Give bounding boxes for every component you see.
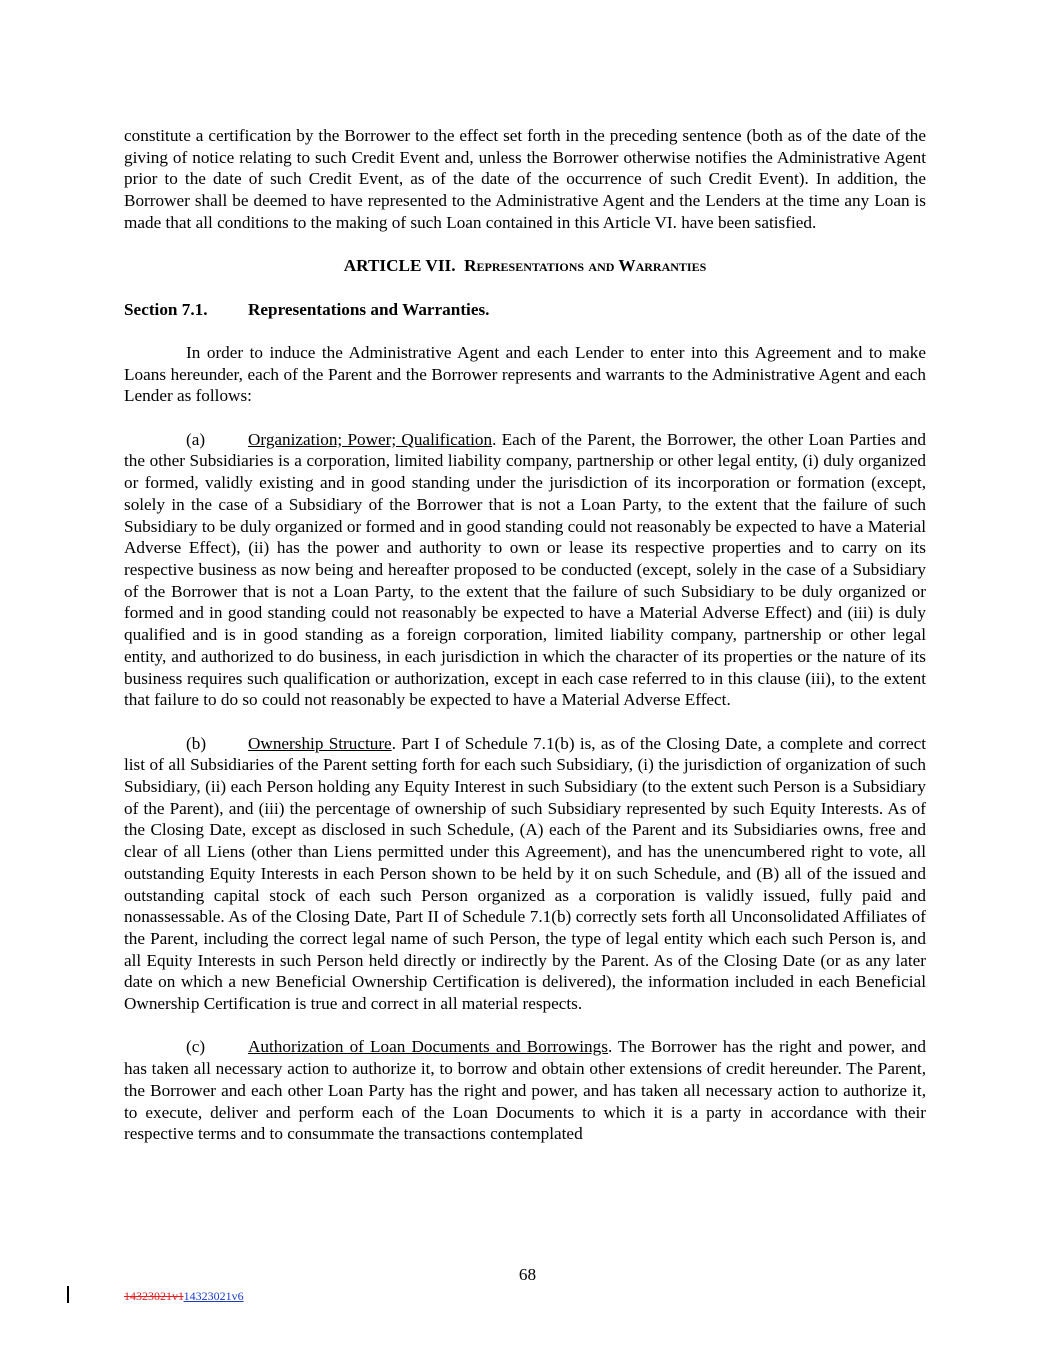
section-title: Representations and Warranties. <box>248 299 490 319</box>
clause-label: (c) <box>186 1037 206 1057</box>
intro-paragraph: In order to induce the Administrative Agent and each Lender to enter into this Agreement and to make Loans hereunder, each of the Parent and the Borrower represents and warrants to the Administrative Agent and each Lender as follows: <box>124 342 926 406</box>
clause-heading: Authorization of Loan Documents and Borrowings <box>248 1037 608 1057</box>
section-number: Section 7.1. <box>124 299 208 319</box>
document-id-inserted: 14323021v6 <box>183 1289 244 1303</box>
revision-change-bar <box>67 1286 69 1303</box>
article-title: Representations and Warranties <box>464 256 707 276</box>
page-number: 68 <box>518 1265 537 1284</box>
section-heading <box>124 299 926 321</box>
clause-heading: Ownership Structure <box>248 733 392 753</box>
clause-a <box>124 429 926 711</box>
clause-text: . Part I of Schedule 7.1(b) is, as of the Closing Date, a complete and correct list of all Subsidiaries of the Parent setting forth for each such Subsidiary, (i) the jurisdiction of organization of such Subsidiary, (ii) each Person holding any Equity Interest in such Subsidiary (to the extent such Person is a Subsidiary of the Parent), and (iii) the percentage of ownership of such Subsidiary represented by such Equity Interests. As of the Closing Date, except as disclosed in such Schedule, (A) each of the Parent and its Subsidiaries owns, free and clear of all Liens (other than Liens permitted under this Agreement), and has the unencumbered right to vote, all outstanding Equity Interests in each Person shown to be held by it on such Schedule, and (B) all of the issued and outstanding capital stock of each such Person organized as a corporation is validly issued, fully paid and nonassessable. As of the Closing Date, Part II of Schedule 7.1(b) correctly sets forth all Unconsolidated Affiliates of the Parent, including the correct legal name of such Person, the type of legal entity which each such Person is, and all Equity Interests in such Person held directly or indirectly by the Parent. As of the Closing Date (or as any later date on which a new Beneficial Ownership Certification is delivered), the information included in each Beneficial Ownership Certification is true and correct in all material respects. <box>124 733 926 1014</box>
document-id-deleted: 14323021v1 <box>124 1289 184 1303</box>
document-id <box>124 1289 244 1304</box>
clause-heading: Organization; Power; Qualification <box>248 429 493 449</box>
document-body <box>124 125 926 1145</box>
clause-b <box>124 733 926 1015</box>
clause-c <box>124 1036 926 1145</box>
article-heading <box>124 255 926 277</box>
article-number: ARTICLE VII. <box>343 256 456 276</box>
clause-label: (a) <box>186 429 206 449</box>
clause-text: . Each of the Parent, the Borrower, the other Loan Parties and the other Subsidiaries is a corporation, limited liability company, partnership or other legal entity, (i) duly organized or formed, validly existing and in good standing under the jurisdiction of its incorporation or formation (except, solely in the case of a Subsidiary of the Borrower that is not a Loan Party, to the extent that the failure of such Subsidiary to be duly organized or formed and in good standing could not reasonably be expected to have a Material Adverse Effect), (ii) has the power and authority to own or lease its respective properties and to carry on its respective business as now being and hereafter proposed to be conducted (except, solely in the case of a Subsidiary of the Borrower that is not a Loan Party, to the extent that the failure of such Subsidiary to be duly organized or formed and in good standing could not reasonably be expected to have a Material Adverse Effect) and (iii) is duly qualified and is in good standing as a foreign corporation, limited liability company, partnership or other legal entity, and authorized to do business, in each jurisdiction in which the character of its properties or the nature of its business requires such qualification or authorization, except in each case referred to in this clause (iii), to the extent that failure to do so could not reasonably be expected to have a Material Adverse Effect. <box>124 429 926 710</box>
clause-label: (b) <box>186 733 207 753</box>
opening-paragraph: constitute a certification by the Borrower to the effect set forth in the preceding sentence (both as of the date of the giving of notice relating to such Credit Event and, unless the Borrower otherwise notifies the Administrative Agent prior to the date of such Credit Event, as of the date of the occurrence of such Credit Event). In addition, the Borrower shall be deemed to have represented to the Administrative Agent and the Lenders at the time any Loan is made that all conditions to the making of such Loan contained in this Article VI. have been satisfied. <box>124 126 926 232</box>
clause-text: . The Borrower has the right and power, and has taken all necessary action to authorize it, to borrow and obtain other extensions of credit hereunder. The Parent, the Borrower and each other Loan Party has the right and power, and has taken all necessary action to authorize it, to execute, deliver and perform each of the Loan Documents to which it is a party in accordance with their respective terms and to consummate the transactions contemplated <box>124 1037 926 1144</box>
